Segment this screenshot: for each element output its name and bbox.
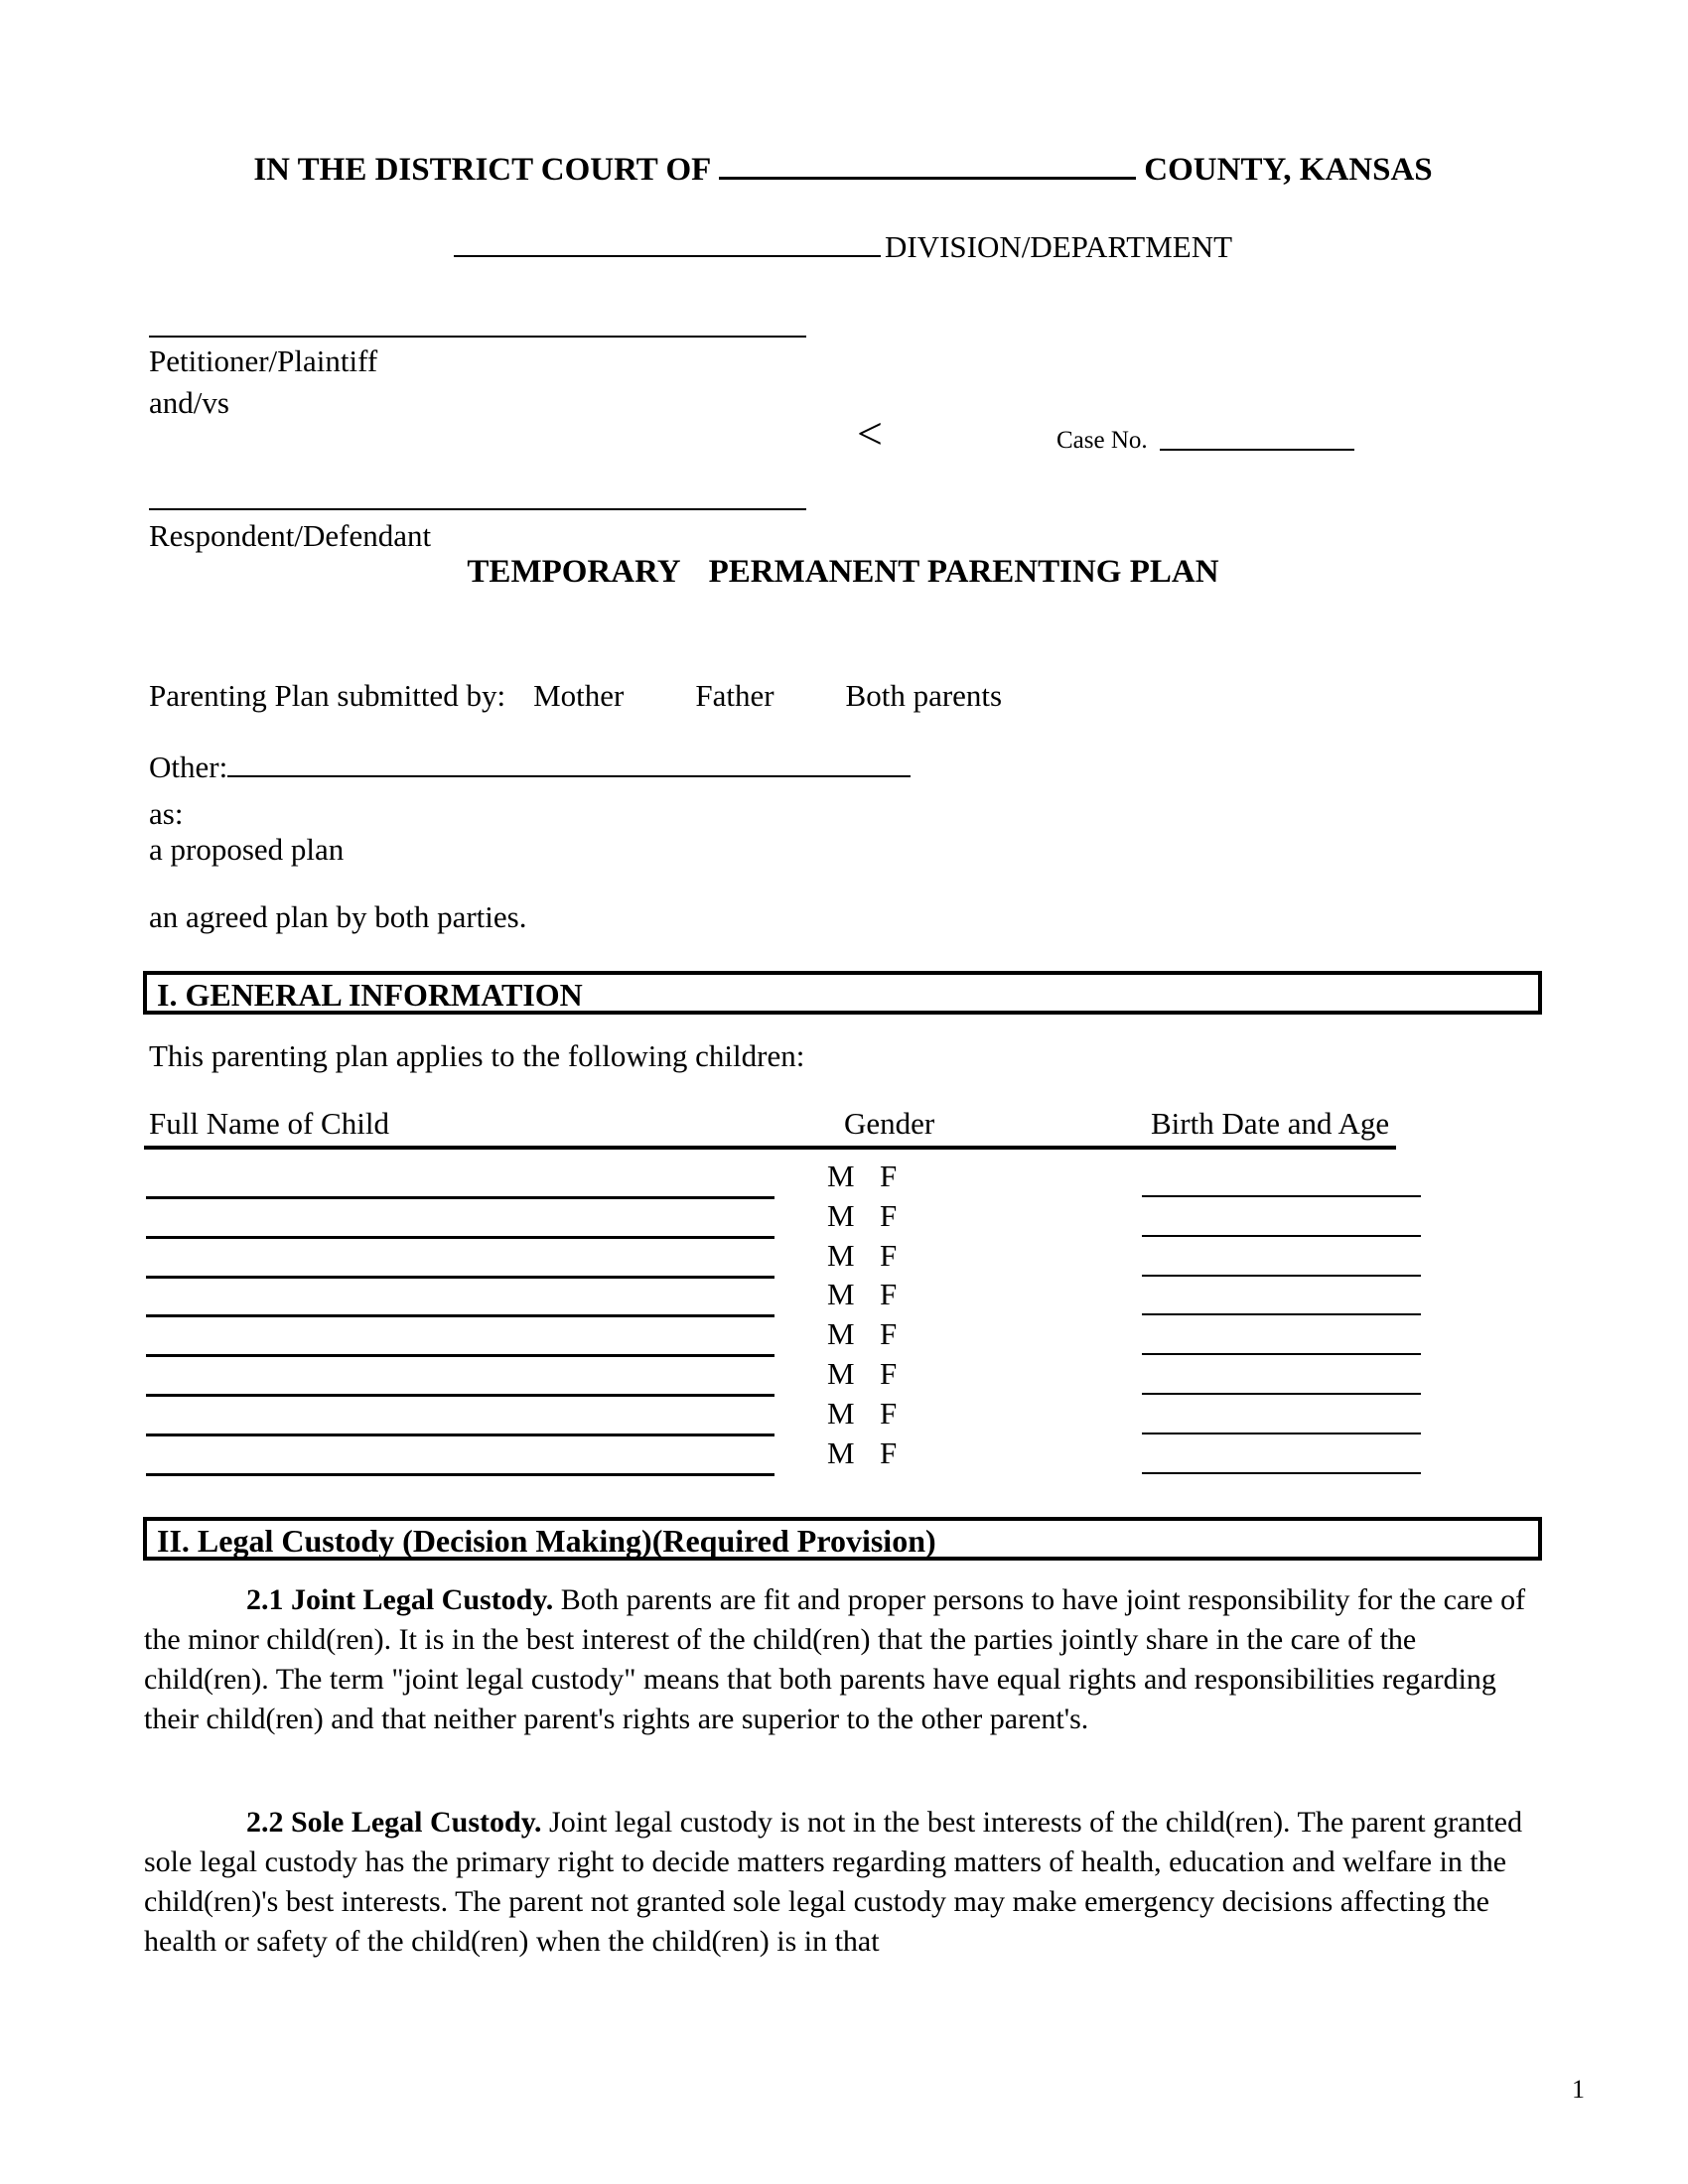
- gender-female-label[interactable]: F: [880, 1316, 898, 1352]
- section-heading-legal-custody: II. Legal Custody (Decision Making)(Required Provision): [143, 1517, 1542, 1561]
- case-bracket-glyph: <: [857, 408, 883, 459]
- option-father: Father: [695, 678, 774, 713]
- gender-male-label[interactable]: M: [827, 1356, 855, 1391]
- clause-2-2-body: Joint legal custody is not in the best interests of the child(ren). The parent granted sole legal custody has the primary right to decide matters regarding matters of health, education and welfare in the child(ren)'s best interests. The parent not granted sole legal custody may make emergency decisions affecting the health or safety of the child(ren) when the child(ren) is in that: [144, 1806, 1523, 1958]
- children-intro-text: This parenting plan applies to the following children:: [149, 1038, 805, 1073]
- other-label: Other:: [149, 750, 228, 784]
- gender-female-label[interactable]: F: [880, 1237, 898, 1273]
- gender-female-label[interactable]: F: [880, 1159, 898, 1193]
- child-row: [144, 1199, 1542, 1239]
- case-number-blank[interactable]: [1160, 417, 1354, 451]
- gender-female-label[interactable]: F: [880, 1434, 898, 1470]
- county-blank[interactable]: [719, 147, 1136, 180]
- petitioner-label: Petitioner/Plaintiff: [149, 343, 378, 378]
- other-row: [149, 747, 911, 785]
- gender-male-label[interactable]: M: [827, 1277, 855, 1312]
- gender-female-label[interactable]: F: [880, 1356, 898, 1391]
- respondent-name-blank[interactable]: [149, 477, 806, 510]
- gender-female-label[interactable]: F: [880, 1395, 898, 1431]
- agreed-plan-label: an agreed plan by both parties.: [149, 899, 527, 934]
- gender-female-label[interactable]: F: [880, 1197, 898, 1233]
- child-birthdate-blank[interactable]: [1142, 1472, 1421, 1474]
- section-heading-general-information: I. GENERAL INFORMATION: [143, 971, 1542, 1015]
- column-header-birth-date-age: Birth Date and Age: [1151, 1106, 1390, 1141]
- respondent-label: Respondent/Defendant: [149, 518, 432, 553]
- gender-male-label[interactable]: M: [827, 1159, 855, 1193]
- versus-label: and/vs: [149, 385, 229, 420]
- child-birthdate-blank[interactable]: [1142, 1433, 1421, 1434]
- submitted-by-row: [149, 678, 1002, 714]
- gender-male-label[interactable]: M: [827, 1197, 855, 1233]
- plan-title-permanent: PERMANENT PARENTING PLAN: [708, 554, 1219, 590]
- gender-female-label[interactable]: F: [880, 1277, 898, 1312]
- gender-male-label[interactable]: M: [827, 1316, 855, 1352]
- child-row: [144, 1239, 1542, 1279]
- child-row: [144, 1160, 1542, 1199]
- child-row: [144, 1278, 1542, 1317]
- proposed-plan-label: a proposed plan: [149, 832, 345, 867]
- court-header: [144, 147, 1542, 189]
- option-both-parents: Both parents: [845, 678, 1003, 713]
- page-number: 1: [1572, 2075, 1585, 2104]
- division-blank[interactable]: [454, 226, 881, 257]
- as-label: as:: [149, 796, 184, 831]
- clause-joint-legal-custody: [144, 1580, 1534, 1739]
- clause-2-2-label: 2.2 Sole Legal Custody.: [246, 1806, 542, 1839]
- submitted-by-label: Parenting Plan submitted by:: [149, 678, 506, 713]
- clause-2-1-label: 2.1 Joint Legal Custody.: [246, 1583, 554, 1616]
- child-row: [144, 1357, 1542, 1397]
- case-number-label: Case No.: [1056, 427, 1148, 454]
- children-rows: [144, 1160, 1542, 1477]
- division-row: [144, 226, 1542, 265]
- plan-title: [144, 554, 1542, 591]
- court-header-prefix: IN THE DISTRICT COURT OF: [253, 152, 712, 188]
- division-label: DIVISION/DEPARTMENT: [884, 229, 1233, 264]
- gender-male-label[interactable]: M: [827, 1395, 855, 1431]
- child-birthdate-blank[interactable]: [1142, 1313, 1421, 1315]
- other-blank[interactable]: [227, 747, 911, 777]
- court-header-suffix: COUNTY, KANSAS: [1144, 152, 1433, 188]
- child-birthdate-blank[interactable]: [1142, 1195, 1421, 1197]
- child-row: [144, 1397, 1542, 1436]
- gender-male-label[interactable]: M: [827, 1237, 855, 1273]
- child-birthdate-blank[interactable]: [1142, 1393, 1421, 1395]
- gender-male-label[interactable]: M: [827, 1434, 855, 1470]
- child-birthdate-blank[interactable]: [1142, 1235, 1421, 1237]
- table-header-rule: [144, 1112, 1396, 1150]
- plan-title-temporary: TEMPORARY: [467, 554, 681, 590]
- child-name-blank[interactable]: [146, 1473, 774, 1476]
- petitioner-name-blank[interactable]: [149, 304, 806, 338]
- clause-sole-legal-custody: [144, 1803, 1534, 1962]
- column-header-full-name: Full Name of Child: [149, 1106, 389, 1141]
- clause-2-1-body: Both parents are fit and proper persons to have joint responsibility for the care of the minor child(ren). It is in the best interest of the child(ren) that the parties jointly share in the care of the child(ren). The term "joint legal custody" means that both parents have equal rights and responsibilities regarding their child(ren) and that neither parent's rights are superior to the other parent's.: [144, 1583, 1526, 1735]
- option-mother: Mother: [533, 678, 625, 713]
- child-birthdate-blank[interactable]: [1142, 1353, 1421, 1355]
- child-row: [144, 1317, 1542, 1357]
- child-row: [144, 1436, 1542, 1476]
- column-header-gender: Gender: [844, 1106, 935, 1141]
- child-birthdate-blank[interactable]: [1142, 1275, 1421, 1277]
